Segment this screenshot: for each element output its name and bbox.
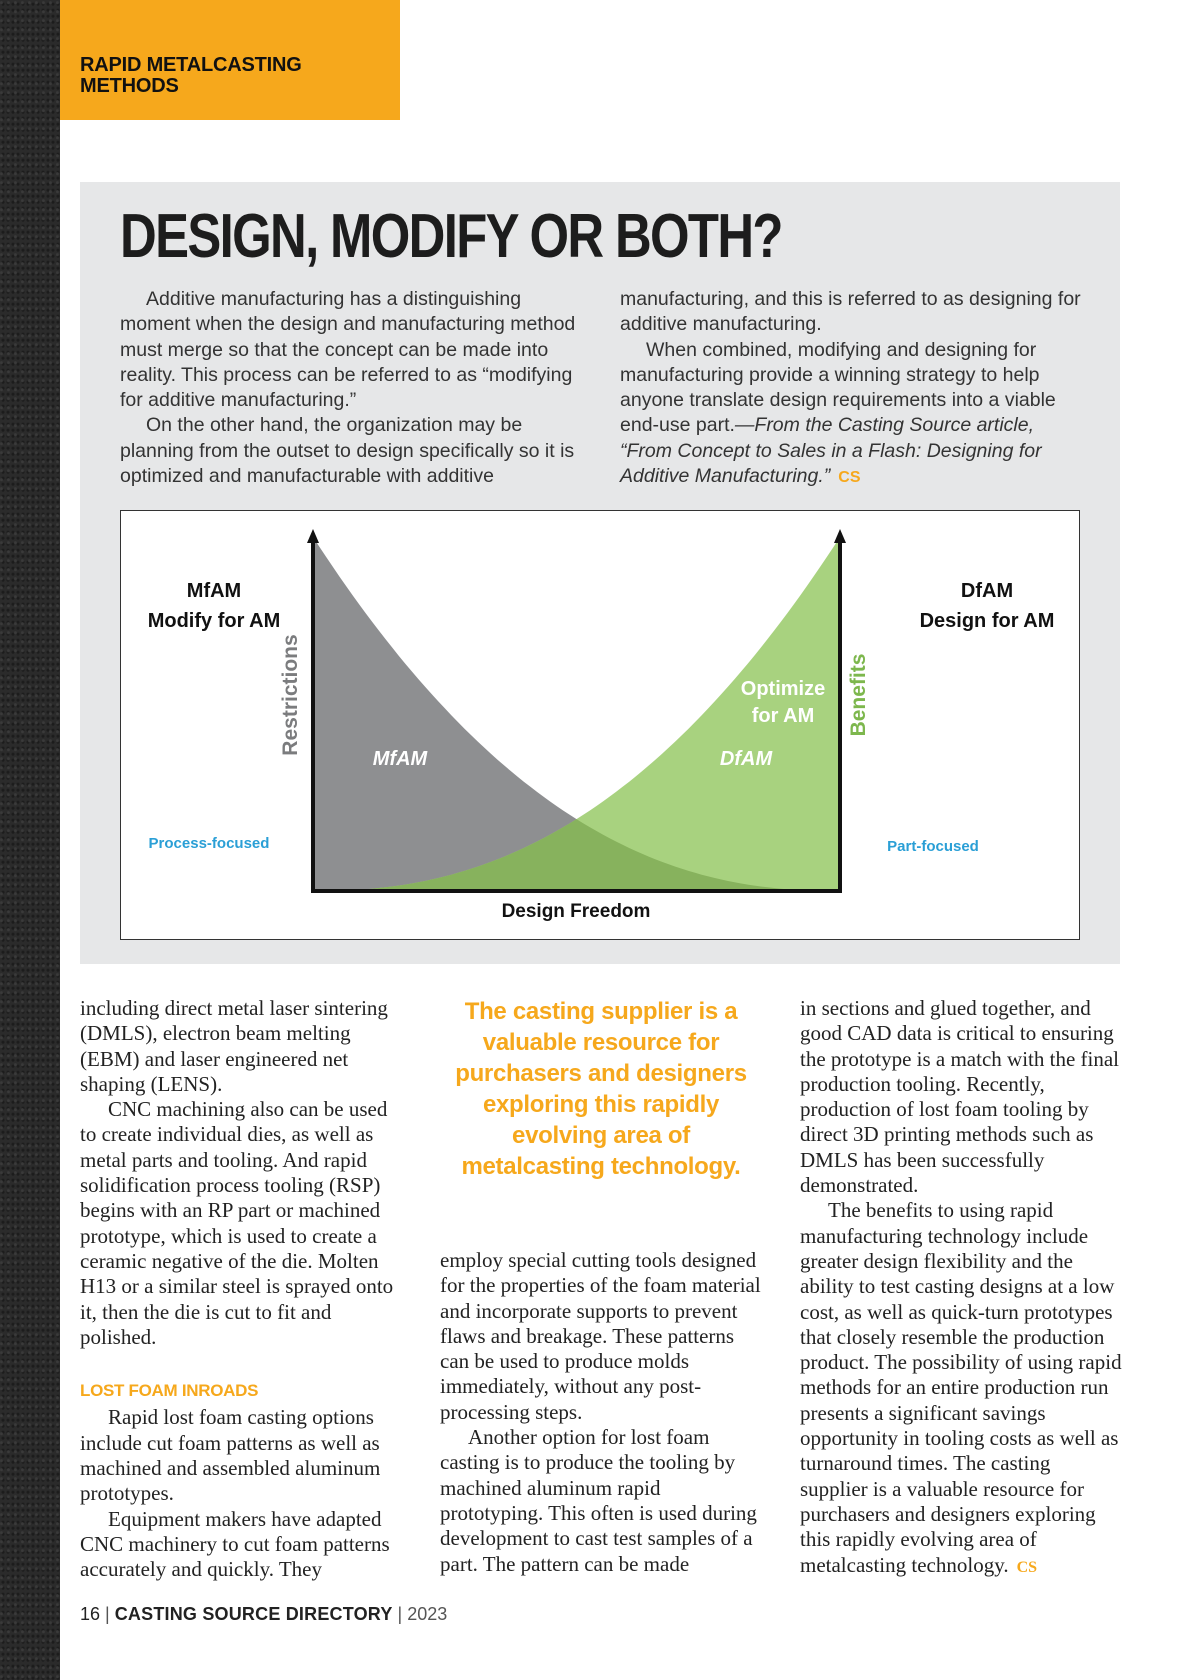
sidebar-paragraph <box>620 338 1090 491</box>
restrictions-axis-label: Restrictions <box>279 634 302 756</box>
right-heading-line-1: DfAM <box>960 580 1014 602</box>
body-paragraph: Equipment makers have adapted CNC machinery to cut foam patterns accurately and quickly. They <box>80 1506 390 1582</box>
publication-year: 2023 <box>407 1604 448 1624</box>
pull-quote: The casting supplier is a valuable resource for purchasers and designers exploring this rapidly evolving area of metalcasting technology. <box>455 998 747 1180</box>
sidebar-paragraph: manufacturing, and this is referred to as designing for additive manufacturing. <box>620 288 1081 336</box>
footer-separator: | <box>397 1604 403 1624</box>
chart-svg <box>121 511 1079 939</box>
optimize-label-line-1: Optimize <box>740 678 826 700</box>
cs-end-mark: CS <box>838 469 861 487</box>
benefits-axis-label: Benefits <box>847 653 870 737</box>
body-column-2 <box>440 1248 762 1577</box>
section-label: RAPID METALCASTING METHODS <box>80 54 302 97</box>
mfam-dfam-chart <box>120 510 1080 940</box>
cs-end-mark: CS <box>1016 1558 1038 1576</box>
body-paragraph-text: The benefits to using rapid manufacturing technology include greater design flexibility and the ability to test casting designs at a low cost, as well as quick-turn prototypes that closely resemble the production product. The possibility of using rapid methods for an entire production run presents a significant savings opportunity in tooling costs as well as turnaround times. The casting supplier is a valuable resource for purchasers and designers exploring this rapidly evolving area of metalcasting technology. <box>800 1198 1122 1577</box>
body-paragraph: including direct metal laser sintering (DMLS), electron beam melting (EBM) and laser engineered net shaping (LENS). <box>80 996 388 1096</box>
sidebar-column-2 <box>620 287 1090 490</box>
sidebar-paragraph-text: When combined, modifying and designing for manufacturing provide a winning strategy to help anyone translate design requirements into a viable end-use part. <box>620 338 1056 437</box>
publication-name: CASTING SOURCE DIRECTORY <box>114 1604 393 1624</box>
x-axis-label: Design Freedom <box>501 901 651 922</box>
dfam-area-label: DfAM <box>719 748 773 770</box>
sidebar-paragraph: On the other hand, the organization may be planning from the outset to design specifically so it is optimized and manufacturable with additive <box>120 414 575 488</box>
source-citation: —From the Casting Source article, “From Concept to Sales in a Flash: Designing for Additive Manufacturing.” <box>620 414 1042 488</box>
left-heading-line-1: MfAM <box>186 580 242 602</box>
body-column-3 <box>800 996 1122 1580</box>
page-footer <box>80 1604 447 1625</box>
left-heading-line-2: Modify for AM <box>147 610 281 632</box>
footer-separator: | <box>105 1604 110 1624</box>
left-axis-arrow <box>307 529 319 543</box>
sidebar-box <box>80 182 1120 964</box>
body-paragraph <box>800 1198 1122 1579</box>
body-paragraph: in sections and glued together, and good CAD data is critical to ensuring the prototype is a match with the final production tooling. Recently, production of lost foam tooling by direct 3D printing methods such as DMLS has been successfully demonstrated. <box>800 996 1119 1198</box>
body-paragraph: Another option for lost foam casting is to produce the tooling by machined aluminum rapid prototyping. This often is used during development to cast test samples of a part. The pattern can be made <box>440 1425 757 1576</box>
body-column-1 <box>80 996 402 1583</box>
body-paragraph: employ special cutting tools designed for the properties of the foam material and incorporate supports to prevent flaws and breakage. These patterns can be used to produce molds immediately, without any post-processing steps. <box>440 1248 761 1424</box>
part-focused-label: Part-focused <box>887 838 979 855</box>
body-paragraph: Rapid lost foam casting options include cut foam patterns as well as machined and assembled aluminum prototypes. <box>80 1405 381 1506</box>
page-number: 16 <box>80 1604 101 1624</box>
right-axis-arrow <box>834 529 846 543</box>
process-focused-label: Process-focused <box>148 835 270 852</box>
section-tab <box>60 0 400 120</box>
optimize-label-line-2: for AM <box>751 705 815 727</box>
sidebar-paragraph: Additive manufacturing has a distinguishing moment when the design and manufacturing method must merge so that the concept can be made into reality. This process can be referred to as “modifying for additive manufacturing.” <box>120 288 576 412</box>
body-paragraph: CNC machining also can be used to create individual dies, as well as metal parts and tooling. And rapid solidification process tooling (RSP) begins with an RP part or machined prototype, which is used to create a ceramic negative of the die. Molten H13 or a similar steel is sprayed onto it, then the die is cut to fit and polished. <box>80 1097 394 1349</box>
right-heading-line-2: Design for AM <box>919 610 1055 632</box>
mfam-area-label: MfAM <box>372 748 428 770</box>
page-edge-texture <box>0 0 60 1680</box>
subhead-lost-foam: LOST FOAM INROADS <box>80 1381 259 1401</box>
sidebar-column-1 <box>120 287 590 489</box>
sidebar-title: DESIGN, MODIFY OR BOTH? <box>120 202 782 271</box>
